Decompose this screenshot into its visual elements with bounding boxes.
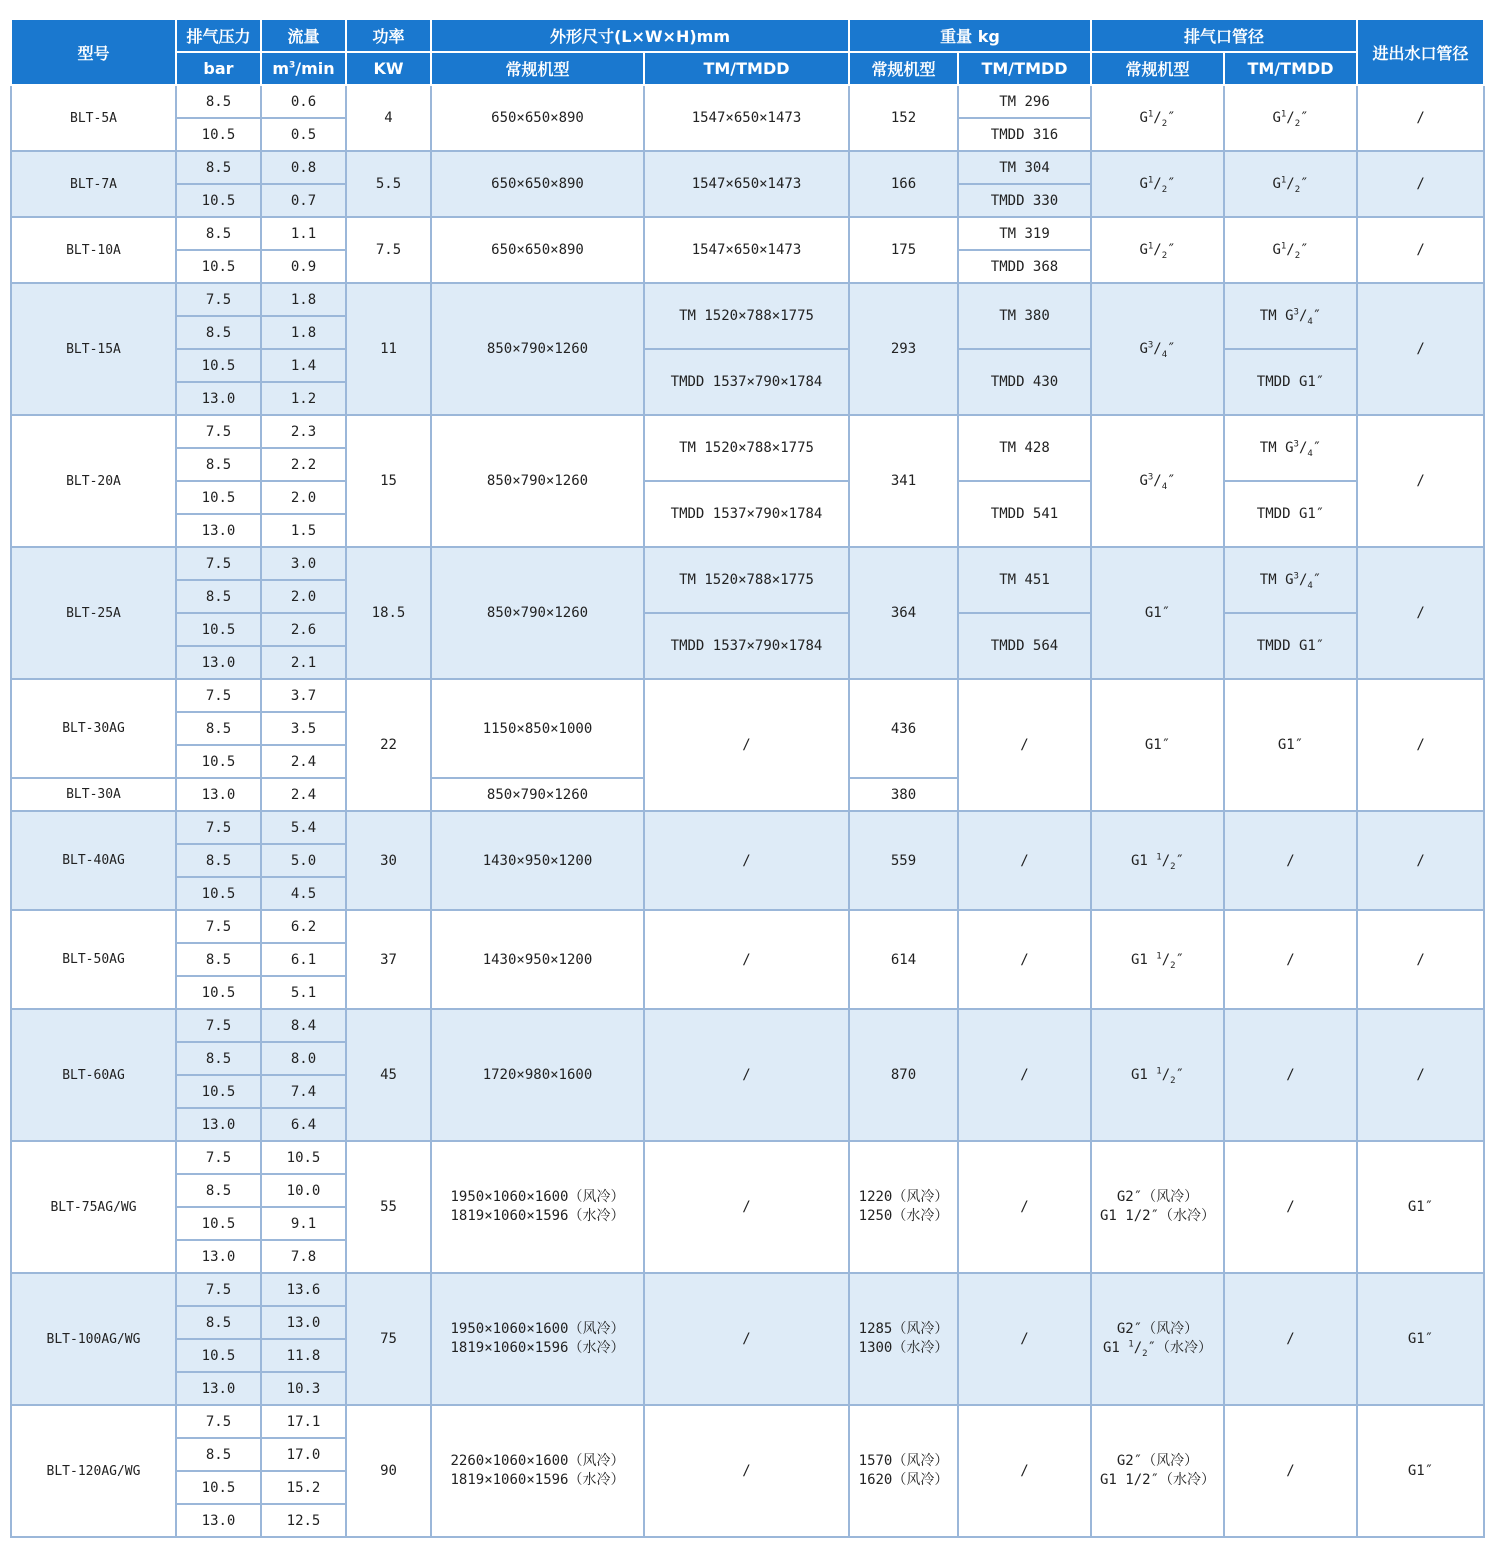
flow-cell: 10.0 xyxy=(261,1174,346,1207)
pressure-cell: 10.5 xyxy=(176,250,261,283)
power-cell: 90 xyxy=(346,1405,431,1537)
weight-cell: 1220（风冷） 1250（水冷） xyxy=(849,1141,958,1273)
water-pipe-cell: / xyxy=(1357,547,1484,679)
header-power: 功率 xyxy=(346,19,431,52)
dimension-cell: 1950×1060×1600（风冷） 1819×1060×1596（水冷） xyxy=(431,1273,644,1405)
table-row xyxy=(11,1141,1484,1174)
power-cell: 30 xyxy=(346,811,431,910)
outlet-cell: G2″（风冷） G1 1/2″（水冷） xyxy=(1091,1405,1224,1537)
pressure-cell: 13.0 xyxy=(176,1240,261,1273)
weight-cell: 380 xyxy=(849,778,958,811)
power-cell: 18.5 xyxy=(346,547,431,679)
flow-cell: 12.5 xyxy=(261,1504,346,1537)
table-row xyxy=(11,481,1484,514)
weight-cell: 1285（风冷） 1300（水冷） xyxy=(849,1273,958,1405)
dimension-cell: 1430×950×1200 xyxy=(431,811,644,910)
pressure-cell: 8.5 xyxy=(176,943,261,976)
table-header xyxy=(11,19,1484,85)
weight-cell: 152 xyxy=(849,85,958,151)
pressure-cell: 13.0 xyxy=(176,646,261,679)
flow-cell: 2.2 xyxy=(261,448,346,481)
pressure-cell: 13.0 xyxy=(176,778,261,811)
pressure-cell: 8.5 xyxy=(176,316,261,349)
tm-weight-cell: / xyxy=(958,1141,1091,1273)
model-cell: BLT-120AG/WG xyxy=(11,1405,176,1537)
tm-weight-cell: TMDD 316 xyxy=(958,118,1091,151)
tm-dimension-cell: / xyxy=(644,811,849,910)
outlet-cell: $G^1/_2''$ xyxy=(1091,217,1224,283)
tm-weight-cell: / xyxy=(958,1273,1091,1405)
model-group-blt30 xyxy=(11,679,1484,811)
model-cell: BLT-20A xyxy=(11,415,176,547)
pressure-cell: 13.0 xyxy=(176,1504,261,1537)
flow-cell: 11.8 xyxy=(261,1339,346,1372)
tm-dimension-cell: / xyxy=(644,679,849,811)
flow-cell: 0.5 xyxy=(261,118,346,151)
table-row xyxy=(11,283,1484,316)
pressure-cell: 7.5 xyxy=(176,283,261,316)
flow-cell: 6.4 xyxy=(261,1108,346,1141)
pressure-cell: 7.5 xyxy=(176,415,261,448)
weight-cell: 293 xyxy=(849,283,958,415)
pressure-cell: 8.5 xyxy=(176,217,261,250)
weight-cell: 436 xyxy=(849,679,958,778)
flow-cell: 1.1 xyxy=(261,217,346,250)
water-pipe-cell: / xyxy=(1357,283,1484,415)
flow-cell: 2.1 xyxy=(261,646,346,679)
table-row xyxy=(11,415,1484,448)
model-cell: BLT-10A xyxy=(11,217,176,283)
table-row xyxy=(11,217,1484,250)
flow-cell: 5.4 xyxy=(261,811,346,844)
tm-outlet-cell: TMDD G1″ xyxy=(1224,613,1357,679)
model-cell: BLT-5A xyxy=(11,85,176,151)
power-cell: 75 xyxy=(346,1273,431,1405)
pressure-cell: 13.0 xyxy=(176,1108,261,1141)
tm-weight-cell: / xyxy=(958,679,1091,811)
flow-cell: 8.4 xyxy=(261,1009,346,1042)
tm-dimension-cell: / xyxy=(644,1009,849,1141)
outlet-cell: G1″ xyxy=(1091,679,1224,811)
table-row xyxy=(11,679,1484,712)
water-pipe-cell: / xyxy=(1357,151,1484,217)
power-cell: 4 xyxy=(346,85,431,151)
flow-cell: 0.8 xyxy=(261,151,346,184)
table-row xyxy=(11,910,1484,943)
header-flow-unit xyxy=(261,52,346,85)
flow-cell: 6.1 xyxy=(261,943,346,976)
pressure-cell: 13.0 xyxy=(176,382,261,415)
pressure-cell: 8.5 xyxy=(176,1174,261,1207)
tm-dimension-cell: TMDD 1537×790×1784 xyxy=(644,349,849,415)
dimension-cell: 1150×850×1000 xyxy=(431,679,644,778)
power-cell: 7.5 xyxy=(346,217,431,283)
water-pipe-cell: G1″ xyxy=(1357,1405,1484,1537)
outlet-cell: $G^1/_2''$ xyxy=(1091,85,1224,151)
flow-cell: 2.4 xyxy=(261,745,346,778)
flow-cell: 1.5 xyxy=(261,514,346,547)
model-cell: BLT-40AG xyxy=(11,811,176,910)
tm-outlet-cell: TMDD G1″ xyxy=(1224,481,1357,547)
outlet-cell: G2″（风冷） G1 1/2″（水冷） xyxy=(1091,1141,1224,1273)
tm-weight-cell: TMDD 330 xyxy=(958,184,1091,217)
flow-cell: 3.5 xyxy=(261,712,346,745)
weight-cell: 364 xyxy=(849,547,958,679)
pressure-cell: 10.5 xyxy=(176,1339,261,1372)
power-cell: 45 xyxy=(346,1009,431,1141)
model-group-blt5a xyxy=(11,85,1484,151)
dimension-cell: 1950×1060×1600（风冷） 1819×1060×1596（水冷） xyxy=(431,1141,644,1273)
tm-outlet-cell: $G^1/_2''$ xyxy=(1224,151,1357,217)
pressure-cell: 10.5 xyxy=(176,1207,261,1240)
tm-weight-cell: TM 304 xyxy=(958,151,1091,184)
model-group-blt40ag xyxy=(11,811,1484,910)
flow-cell: 1.8 xyxy=(261,316,346,349)
tm-outlet-cell: TM $G^3/_4''$ xyxy=(1224,547,1357,613)
tm-outlet-cell: / xyxy=(1224,1273,1357,1405)
power-cell: 15 xyxy=(346,415,431,547)
water-pipe-cell: / xyxy=(1357,679,1484,811)
flow-cell: 1.2 xyxy=(261,382,346,415)
tm-outlet-cell: / xyxy=(1224,910,1357,1009)
spec-table xyxy=(10,18,1485,1538)
flow-unit-m: m xyxy=(272,59,289,78)
pressure-cell: 8.5 xyxy=(176,580,261,613)
pressure-cell: 10.5 xyxy=(176,1471,261,1504)
pressure-cell: 10.5 xyxy=(176,118,261,151)
water-pipe-cell: / xyxy=(1357,910,1484,1009)
outlet-cell: $G^3/_4''$ xyxy=(1091,415,1224,547)
power-cell: 11 xyxy=(346,283,431,415)
flow-cell: 1.8 xyxy=(261,283,346,316)
water-pipe-cell: / xyxy=(1357,415,1484,547)
pressure-cell: 8.5 xyxy=(176,1306,261,1339)
model-group-blt7a xyxy=(11,151,1484,217)
tm-weight-cell: TMDD 430 xyxy=(958,349,1091,415)
pressure-cell: 8.5 xyxy=(176,1438,261,1471)
tm-outlet-cell: / xyxy=(1224,1405,1357,1537)
water-pipe-cell: / xyxy=(1357,811,1484,910)
pressure-cell: 10.5 xyxy=(176,613,261,646)
flow-cell: 0.6 xyxy=(261,85,346,118)
pressure-cell: 8.5 xyxy=(176,844,261,877)
header-model: 型号 xyxy=(11,19,176,85)
model-group-blt100 xyxy=(11,1273,1484,1405)
weight-cell: 614 xyxy=(849,910,958,1009)
tm-dimension-cell: TM 1520×788×1775 xyxy=(644,415,849,481)
tm-outlet-cell: TMDD G1″ xyxy=(1224,349,1357,415)
tm-weight-cell: / xyxy=(958,910,1091,1009)
pressure-cell: 8.5 xyxy=(176,448,261,481)
header-outlet-standard: 常规机型 xyxy=(1091,52,1224,85)
model-group-blt60ag xyxy=(11,1009,1484,1141)
header-pressure: 排气压力 xyxy=(176,19,261,52)
flow-cell: 2.0 xyxy=(261,481,346,514)
table-row xyxy=(11,547,1484,580)
pressure-cell: 8.5 xyxy=(176,712,261,745)
tm-dimension-cell: / xyxy=(644,1405,849,1537)
header-weight: 重量 kg xyxy=(849,19,1091,52)
outlet-cell: G1″ xyxy=(1091,547,1224,679)
weight-cell: 1570（风冷） 1620（风冷） xyxy=(849,1405,958,1537)
flow-cell: 8.0 xyxy=(261,1042,346,1075)
pressure-cell: 10.5 xyxy=(176,1075,261,1108)
dimension-cell: 1720×980×1600 xyxy=(431,1009,644,1141)
model-group-blt120 xyxy=(11,1405,1484,1537)
tm-outlet-cell: / xyxy=(1224,811,1357,910)
dimension-cell: 1430×950×1200 xyxy=(431,910,644,1009)
model-group-blt10a xyxy=(11,217,1484,283)
pressure-cell: 8.5 xyxy=(176,1042,261,1075)
flow-cell: 17.0 xyxy=(261,1438,346,1471)
flow-cell: 7.4 xyxy=(261,1075,346,1108)
power-cell: 55 xyxy=(346,1141,431,1273)
flow-cell: 10.5 xyxy=(261,1141,346,1174)
tm-dimension-cell: / xyxy=(644,1273,849,1405)
pressure-cell: 8.5 xyxy=(176,85,261,118)
pressure-cell: 7.5 xyxy=(176,910,261,943)
weight-cell: 175 xyxy=(849,217,958,283)
tm-weight-cell: TM 428 xyxy=(958,415,1091,481)
tm-weight-cell: TM 380 xyxy=(958,283,1091,349)
dimension-cell: 2260×1060×1600（风冷） 1819×1060×1596（水冷） xyxy=(431,1405,644,1537)
flow-cell: 17.1 xyxy=(261,1405,346,1438)
dimension-cell: 650×650×890 xyxy=(431,85,644,151)
pressure-cell: 10.5 xyxy=(176,976,261,1009)
tm-dimension-cell: 1547×650×1473 xyxy=(644,217,849,283)
flow-cell: 2.0 xyxy=(261,580,346,613)
pressure-cell: 13.0 xyxy=(176,1372,261,1405)
header-weight-tm: TM/TMDD xyxy=(958,52,1091,85)
pressure-cell: 7.5 xyxy=(176,679,261,712)
model-group-blt25a xyxy=(11,547,1484,679)
model-cell: BLT-30A xyxy=(11,778,176,811)
tm-dimension-cell: TMDD 1537×790×1784 xyxy=(644,481,849,547)
tm-dimension-cell: / xyxy=(644,910,849,1009)
model-cell: BLT-7A xyxy=(11,151,176,217)
flow-cell: 15.2 xyxy=(261,1471,346,1504)
water-pipe-cell: G1″ xyxy=(1357,1273,1484,1405)
table-row xyxy=(11,1405,1484,1438)
flow-cell: 2.3 xyxy=(261,415,346,448)
tm-dimension-cell: / xyxy=(644,1141,849,1273)
tm-outlet-cell: $G^1/_2''$ xyxy=(1224,85,1357,151)
tm-weight-cell: TMDD 541 xyxy=(958,481,1091,547)
tm-dimension-cell: TMDD 1537×790×1784 xyxy=(644,613,849,679)
tm-dimension-cell: 1547×650×1473 xyxy=(644,85,849,151)
model-cell: BLT-50AG xyxy=(11,910,176,1009)
model-group-blt75 xyxy=(11,1141,1484,1273)
tm-dimension-cell: 1547×650×1473 xyxy=(644,151,849,217)
flow-cell: 10.3 xyxy=(261,1372,346,1405)
header-outlet: 排气口管径 xyxy=(1091,19,1357,52)
flow-cell: 0.7 xyxy=(261,184,346,217)
table-row xyxy=(11,613,1484,646)
power-cell: 37 xyxy=(346,910,431,1009)
flow-cell: 5.0 xyxy=(261,844,346,877)
flow-unit-rest: /min xyxy=(295,59,335,78)
tm-outlet-cell: G1″ xyxy=(1224,679,1357,811)
pressure-cell: 10.5 xyxy=(176,184,261,217)
header-outlet-tm: TM/TMDD xyxy=(1224,52,1357,85)
pressure-cell: 7.5 xyxy=(176,547,261,580)
dimension-cell: 650×650×890 xyxy=(431,217,644,283)
weight-cell: 341 xyxy=(849,415,958,547)
outlet-cell: G2″（风冷） G1 $^1/_2''$（水冷） xyxy=(1091,1273,1224,1405)
water-pipe-cell: / xyxy=(1357,217,1484,283)
header-pressure-unit: bar xyxy=(176,52,261,85)
tm-weight-cell: TMDD 368 xyxy=(958,250,1091,283)
tm-outlet-cell: / xyxy=(1224,1141,1357,1273)
model-group-blt15a xyxy=(11,283,1484,415)
tm-weight-cell: TM 451 xyxy=(958,547,1091,613)
pressure-cell: 7.5 xyxy=(176,811,261,844)
tm-weight-cell: / xyxy=(958,811,1091,910)
pressure-cell: 8.5 xyxy=(176,151,261,184)
flow-cell: 7.8 xyxy=(261,1240,346,1273)
flow-cell: 2.6 xyxy=(261,613,346,646)
tm-dimension-cell: TM 1520×788×1775 xyxy=(644,547,849,613)
dimension-cell: 850×790×1260 xyxy=(431,415,644,547)
dimension-cell: 850×790×1260 xyxy=(431,283,644,415)
tm-weight-cell: TM 319 xyxy=(958,217,1091,250)
model-cell: BLT-25A xyxy=(11,547,176,679)
header-water-pipe: 进出水口管径 xyxy=(1357,19,1484,85)
table-row xyxy=(11,1273,1484,1306)
tm-dimension-cell: TM 1520×788×1775 xyxy=(644,283,849,349)
table-row xyxy=(11,349,1484,382)
pressure-cell: 7.5 xyxy=(176,1273,261,1306)
header-weight-standard: 常规机型 xyxy=(849,52,958,85)
header-dimensions: 外形尺寸(L×W×H)mm xyxy=(431,19,849,52)
power-cell: 5.5 xyxy=(346,151,431,217)
flow-cell: 2.4 xyxy=(261,778,346,811)
flow-cell: 6.2 xyxy=(261,910,346,943)
model-cell: BLT-60AG xyxy=(11,1009,176,1141)
model-cell: BLT-75AG/WG xyxy=(11,1141,176,1273)
dimension-cell: 650×650×890 xyxy=(431,151,644,217)
pressure-cell: 10.5 xyxy=(176,745,261,778)
weight-cell: 870 xyxy=(849,1009,958,1141)
flow-cell: 4.5 xyxy=(261,877,346,910)
tm-outlet-cell: / xyxy=(1224,1009,1357,1141)
weight-cell: 166 xyxy=(849,151,958,217)
flow-cell: 3.0 xyxy=(261,547,346,580)
flow-cell: 13.6 xyxy=(261,1273,346,1306)
pressure-cell: 7.5 xyxy=(176,1405,261,1438)
header-dim-standard: 常规机型 xyxy=(431,52,644,85)
header-flow: 流量 xyxy=(261,19,346,52)
dimension-cell: 850×790×1260 xyxy=(431,547,644,679)
tm-outlet-cell: TM $G^3/_4''$ xyxy=(1224,283,1357,349)
water-pipe-cell: / xyxy=(1357,85,1484,151)
table-row xyxy=(11,151,1484,184)
outlet-cell: G1 $^1/_2''$ xyxy=(1091,811,1224,910)
tm-weight-cell: TMDD 564 xyxy=(958,613,1091,679)
outlet-cell: G1 $^1/_2''$ xyxy=(1091,1009,1224,1141)
tm-weight-cell: TM 296 xyxy=(958,85,1091,118)
flow-cell: 0.9 xyxy=(261,250,346,283)
power-cell: 22 xyxy=(346,679,431,811)
model-cell: BLT-30AG xyxy=(11,679,176,778)
pressure-cell: 7.5 xyxy=(176,1009,261,1042)
dimension-cell: 850×790×1260 xyxy=(431,778,644,811)
pressure-cell: 13.0 xyxy=(176,514,261,547)
weight-cell: 559 xyxy=(849,811,958,910)
flow-cell: 9.1 xyxy=(261,1207,346,1240)
outlet-cell: $G^1/_2''$ xyxy=(1091,151,1224,217)
pressure-cell: 10.5 xyxy=(176,481,261,514)
flow-cell: 1.4 xyxy=(261,349,346,382)
flow-unit-sup: 3 xyxy=(289,60,296,71)
pressure-cell: 10.5 xyxy=(176,877,261,910)
tm-weight-cell: / xyxy=(958,1009,1091,1141)
outlet-cell: G1 $^1/_2''$ xyxy=(1091,910,1224,1009)
pressure-cell: 7.5 xyxy=(176,1141,261,1174)
flow-cell: 3.7 xyxy=(261,679,346,712)
flow-cell: 13.0 xyxy=(261,1306,346,1339)
outlet-cell: $G^3/_4''$ xyxy=(1091,283,1224,415)
model-cell: BLT-100AG/WG xyxy=(11,1273,176,1405)
table-row xyxy=(11,85,1484,118)
tm-outlet-cell: TM $G^3/_4''$ xyxy=(1224,415,1357,481)
model-cell: BLT-15A xyxy=(11,283,176,415)
model-group-blt50ag xyxy=(11,910,1484,1009)
flow-cell: 5.1 xyxy=(261,976,346,1009)
header-dim-tm: TM/TMDD xyxy=(644,52,849,85)
tm-outlet-cell: $G^1/_2''$ xyxy=(1224,217,1357,283)
table-row xyxy=(11,811,1484,844)
table-row xyxy=(11,1009,1484,1042)
model-group-blt20a xyxy=(11,415,1484,547)
water-pipe-cell: / xyxy=(1357,1009,1484,1141)
water-pipe-cell: G1″ xyxy=(1357,1141,1484,1273)
header-power-unit: KW xyxy=(346,52,431,85)
tm-weight-cell: / xyxy=(958,1405,1091,1537)
pressure-cell: 10.5 xyxy=(176,349,261,382)
